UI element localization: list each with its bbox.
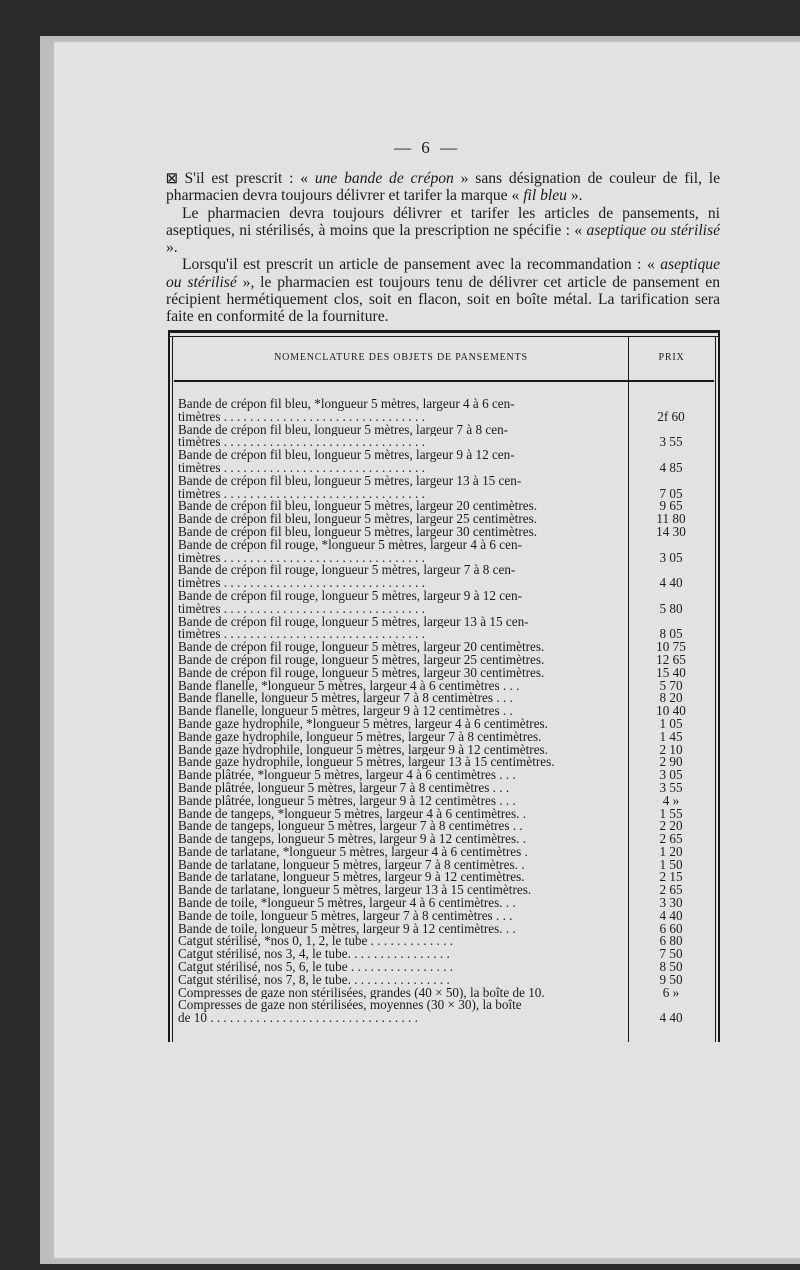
- item-description: Catgut stérilisé, nos 3, 4, le tube. . . . . . . . . . . . . . . .: [178, 948, 450, 962]
- table-row: [178, 833, 714, 846]
- intro-p1-italic: une bande de crépon: [314, 170, 454, 187]
- table-row: [178, 843, 714, 859]
- table-row: [178, 920, 714, 936]
- table-row: [178, 971, 714, 987]
- table-row: [178, 984, 714, 1000]
- item-description: Catgut stérilisé, *nos 0, 1, 2, le tube . . . . . . . . . . . . .: [178, 935, 454, 949]
- item-description-continuation: timètres . . . . . . . . . . . . . . . . . . . . . . . . . . . . . . .: [178, 628, 425, 642]
- header-nomenclature: NOMENCLATURE DES OBJETS DE PANSEMENTS: [274, 352, 528, 363]
- item-price: 3 05: [659, 767, 683, 783]
- intro-p3-text-a: Lorsqu'il est prescrit un article de pansement avec la recommandation : «: [182, 256, 661, 274]
- item-description-continuation: timètres . . . . . . . . . . . . . . . . . . . . . . . . . . . . . . .: [178, 551, 425, 565]
- item-price: 8 05: [659, 626, 683, 642]
- item-price: 2 15: [659, 869, 683, 885]
- table-row: [178, 805, 714, 821]
- item-description: Bande de tangeps, *longueur 5 mètres, largeur 4 à 6 centimètres. .: [178, 807, 527, 821]
- item-price: 4 40: [659, 575, 683, 591]
- item-price: 2 90: [659, 754, 683, 770]
- item-description-continuation: timètres . . . . . . . . . . . . . . . . . . . . . . . . . . . . . . .: [178, 436, 425, 450]
- table-row: [178, 641, 714, 654]
- intro-paragraph-2: [166, 205, 720, 257]
- item-price: 4 »: [662, 792, 680, 808]
- item-description: Bande plâtrée, longueur 5 mètres, largeur 7 à 8 centimètres . . .: [178, 781, 510, 795]
- item-description: Bande de crépon fil bleu, longueur 5 mètres, largeur 25 centimètres.: [178, 513, 537, 526]
- table-body: [178, 398, 714, 1025]
- table-row: [178, 564, 714, 590]
- table-row: [178, 539, 714, 565]
- item-description-continuation: timètres . . . . . . . . . . . . . . . . . . . . . . . . . . . . . . .: [178, 410, 425, 424]
- pointer-mark-icon: ☒: [166, 171, 178, 186]
- intro-p1-text-c: ».: [566, 187, 583, 205]
- item-description-continuation: timètres . . . . . . . . . . . . . . . . . . . . . . . . . . . . . . .: [178, 461, 425, 475]
- item-description: Bande de tarlatane, *longueur 5 mètres, largeur 4 à 6 centimètres .: [178, 845, 528, 859]
- item-description: Bande de toile, *longueur 5 mètres, largeur 4 à 6 centimètres. . .: [178, 897, 516, 910]
- item-price: 9 65: [659, 498, 683, 514]
- page-number: — 6 —: [394, 138, 460, 157]
- item-description: Bande de tangeps, longueur 5 mètres, largeur 7 à 8 centimètres . .: [178, 820, 523, 834]
- item-price: 3 55: [659, 434, 683, 450]
- table-row: [178, 616, 714, 642]
- table-row: [178, 907, 714, 923]
- table-row: [178, 692, 714, 705]
- item-description: Bande gaze hydrophile, longueur 5 mètres, largeur 13 à 15 centimètres.: [178, 756, 555, 770]
- item-price: 1 45: [659, 728, 683, 744]
- intro-p2-text-b: ».: [166, 239, 178, 257]
- item-description: Catgut stérilisé, nos 5, 6, le tube . . . . . . . . . . . . . . . .: [178, 961, 454, 974]
- item-price: 1 55: [659, 805, 683, 821]
- table-row: [178, 523, 714, 539]
- item-price: 12 65: [656, 651, 686, 667]
- table-left-border: [168, 330, 170, 1042]
- item-description: Bande de crépon fil bleu, longueur 5 mètres, largeur 30 centimètres.: [178, 525, 537, 539]
- item-description: Bande gaze hydrophile, longueur 5 mètres, largeur 9 à 12 centimètres.: [178, 743, 548, 757]
- table-row: [178, 935, 714, 948]
- table-row: [178, 756, 714, 769]
- table-row: [178, 856, 714, 872]
- intro-p2-italic: aseptique ou stérilisé: [586, 221, 720, 239]
- table-right-inner-border: [715, 336, 716, 1042]
- item-description-continuation: timètres . . . . . . . . . . . . . . . . . . . . . . . . . . . . . . .: [178, 487, 425, 501]
- item-price: 11 80: [656, 511, 686, 527]
- item-description: Bande de crépon fil bleu, longueur 5 mètres, largeur 9 à 12 cen-: [178, 449, 515, 462]
- table-row: [178, 475, 714, 501]
- table-right-border: [718, 330, 720, 1042]
- item-price: 15 40: [656, 664, 686, 680]
- item-description: Bande de crépon fil rouge, longueur 5 mètres, largeur 13 à 15 cen-: [178, 615, 529, 629]
- item-description: Bande de tangeps, longueur 5 mètres, largeur 9 à 12 centimètres. .: [178, 833, 527, 846]
- item-price: 3 55: [659, 779, 683, 795]
- intro-p1-text-a: S'il est prescrit : «: [177, 170, 315, 187]
- item-price: 4 85: [659, 459, 683, 475]
- header-price: PRIX: [658, 352, 685, 363]
- item-price: 6 60: [659, 920, 683, 936]
- item-description: Bande de crépon fil bleu, longueur 5 mètres, largeur 7 à 8 cen-: [178, 423, 509, 437]
- table-left-inner-border: [172, 336, 173, 1042]
- item-description: Bande de crépon fil rouge, longueur 5 mètres, largeur 25 centimètres.: [178, 653, 545, 667]
- intro-paragraph-3: [166, 256, 720, 325]
- item-price: 9 50: [659, 971, 683, 987]
- table-row: [178, 999, 714, 1025]
- table-row: [178, 500, 714, 513]
- table-row: [178, 897, 714, 910]
- item-price: 3 30: [659, 895, 683, 911]
- item-description: Bande de crépon fil rouge, longueur 5 mètres, largeur 7 à 8 cen-: [178, 564, 516, 578]
- table-row: [178, 769, 714, 782]
- intro-p2-text-a: Le pharmacien devra toujours délivrer et tarifer les articles de pansements, ni aseptiques, ni stérilisés, à moins que la prescription ne spécifie : «: [166, 204, 720, 239]
- item-description: Bande de toile, longueur 5 mètres, largeur 9 à 12 centimètres. . .: [178, 922, 516, 936]
- item-description: Catgut stérilisé, nos 7, 8, le tube. . . . . . . . . . . . . . . .: [178, 973, 450, 987]
- item-description-continuation: timètres . . . . . . . . . . . . . . . . . . . . . . . . . . . . . . .: [178, 577, 425, 590]
- item-description: Bande plâtrée, *longueur 5 mètres, largeur 4 à 6 centimètres . . .: [178, 769, 516, 782]
- table-row: [178, 741, 714, 757]
- intro-p1-italic-2: fil bleu: [523, 187, 567, 205]
- item-price: 7 05: [659, 485, 683, 501]
- intro-p1-text-b: » sans désignation de couleur de fil, le pharmacien devra toujours délivrer et tarifer la marque «: [166, 170, 721, 205]
- item-price: 1 20: [659, 843, 683, 859]
- table-row: [178, 449, 714, 475]
- table-row: [178, 871, 714, 884]
- item-description: Bande de tarlatane, longueur 5 mètres, largeur 9 à 12 centimètres.: [178, 871, 525, 885]
- item-description: Bande flanelle, longueur 5 mètres, largeur 9 à 12 centimètres . .: [178, 705, 513, 718]
- table-row: [178, 779, 714, 795]
- item-description: Bande de crépon fil bleu, *longueur 5 mètres, largeur 4 à 6 cen-: [178, 398, 515, 411]
- item-description: Bande de crépon fil rouge, longueur 5 mètres, largeur 30 centimètres.: [178, 666, 545, 680]
- item-price: 5 70: [659, 677, 683, 693]
- table-row: [178, 728, 714, 744]
- table-row: [178, 961, 714, 974]
- item-price: 8 50: [659, 959, 683, 975]
- item-price: 7 50: [659, 946, 683, 962]
- document-page: [54, 42, 800, 1258]
- item-description: Bande de crépon fil rouge, *longueur 5 mètres, largeur 4 à 6 cen-: [178, 538, 522, 552]
- item-description: Bande gaze hydrophile, *longueur 5 mètres, largeur 4 à 6 centimètres.: [178, 717, 548, 731]
- item-description: Bande de tarlatane, longueur 5 mètres, largeur 7 à 8 centimètres. .: [178, 858, 525, 872]
- item-price: 10 75: [656, 639, 686, 655]
- item-price: 14 30: [656, 523, 686, 539]
- item-description: Compresses de gaze non stérilisées, grandes (40 × 50), la boîte de 10.: [178, 986, 545, 1000]
- item-price: 2 65: [659, 882, 683, 898]
- table-row: [178, 590, 714, 616]
- item-price: 10 40: [656, 703, 686, 719]
- table-row: [178, 715, 714, 731]
- table-row: [178, 651, 714, 667]
- intro-p3-text-b: », le pharmacien est toujours tenu de délivrer cet article de pansement en récipient hermétiquement clos, soit en flacon, soit en boîte métal. La tarification sera faite en conformité de la fourniture.: [166, 273, 720, 326]
- item-description: Bande plâtrée, longueur 5 mètres, largeur 9 à 12 centimètres . . .: [178, 794, 516, 808]
- item-description: Bande de crépon fil bleu, longueur 5 mètres, largeur 20 centimètres.: [178, 500, 537, 514]
- item-description: Bande gaze hydrophile, longueur 5 mètres, largeur 7 à 8 centimètres.: [178, 730, 542, 744]
- item-description: Bande de crépon fil bleu, longueur 5 mètres, largeur 13 à 15 cen-: [178, 474, 522, 488]
- table-row: [178, 792, 714, 808]
- table-row: [178, 398, 714, 424]
- price-table: [168, 330, 720, 1042]
- table-row: [178, 677, 714, 693]
- item-description-continuation: timètres . . . . . . . . . . . . . . . . . . . . . . . . . . . . . . .: [178, 602, 425, 616]
- item-description: Bande flanelle, *longueur 5 mètres, largeur 4 à 6 centimètres . . .: [178, 679, 520, 693]
- item-price: 2 10: [659, 741, 683, 757]
- table-row: [178, 664, 714, 680]
- item-price: 6 80: [659, 933, 683, 949]
- intro-paragraph-1: [166, 170, 720, 205]
- table-top-rule-inner: [170, 336, 718, 337]
- table-row: [178, 513, 714, 526]
- item-price: 3 05: [659, 549, 683, 565]
- item-description: Bande de crépon fil rouge, longueur 5 mètres, largeur 9 à 12 cen-: [178, 589, 522, 603]
- intro-text: [166, 170, 720, 326]
- item-description-continuation: de 10 . . . . . . . . . . . . . . . . . . . . . . . . . . . . . . . .: [178, 1012, 418, 1026]
- item-price: 4 40: [659, 907, 683, 923]
- item-price: 5 80: [659, 600, 683, 616]
- table-row: [178, 884, 714, 897]
- table-top-rule: [168, 330, 720, 333]
- item-price: 2 20: [659, 818, 683, 834]
- item-price: 2 65: [659, 831, 683, 847]
- item-price: 8 20: [659, 690, 683, 706]
- item-price: 4 40: [659, 1010, 683, 1026]
- table-header-rule: [174, 380, 714, 382]
- item-description: Bande de crépon fil rouge, longueur 5 mètres, largeur 20 centimètres.: [178, 641, 545, 654]
- item-description: Bande de tarlatane, longueur 5 mètres, largeur 13 à 15 centimètres.: [178, 884, 532, 898]
- item-price: 1 50: [659, 856, 683, 872]
- table-row: [178, 820, 714, 833]
- table-row: [178, 948, 714, 961]
- item-price: 2f 60: [657, 408, 685, 424]
- item-description: Bande de toile, longueur 5 mètres, largeur 7 à 8 centimètres . . .: [178, 909, 513, 923]
- intro-p3-italic: aseptique ou stérilisé: [166, 256, 720, 291]
- item-price: 6 »: [662, 984, 680, 1000]
- table-row: [178, 424, 714, 450]
- item-price: 1 05: [659, 715, 683, 731]
- table-row: [178, 705, 714, 718]
- item-description: Bande flanelle, longueur 5 mètres, largeur 7 à 8 centimètres . . .: [178, 692, 513, 706]
- item-description: Compresses de gaze non stérilisées, moyennes (30 × 30), la boîte: [178, 999, 522, 1013]
